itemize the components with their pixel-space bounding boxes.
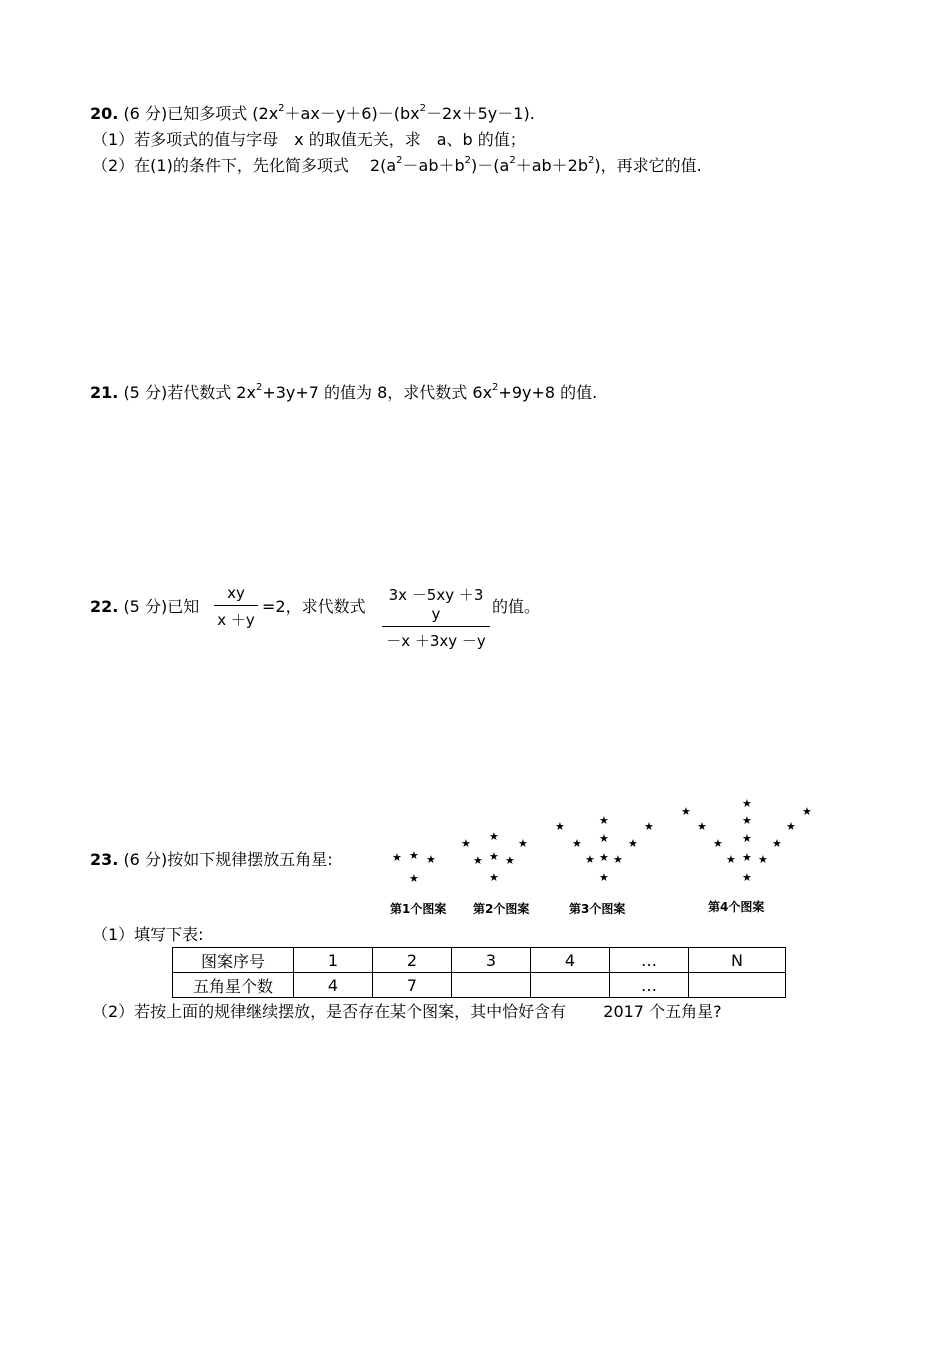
q21-stem — [90, 383, 597, 403]
exponent: 2 — [588, 155, 595, 166]
star-icon: ★ — [697, 820, 707, 833]
exponent: 2 — [464, 155, 472, 166]
star-icon: ★ — [489, 871, 499, 884]
star-icon: ★ — [772, 837, 782, 850]
star-icon: ★ — [555, 820, 565, 833]
star-icon: ★ — [786, 820, 796, 833]
table-cell: 3 — [452, 948, 531, 973]
star-icon: ★ — [742, 871, 752, 884]
table-cell — [689, 973, 786, 998]
star-icon: ★ — [681, 805, 691, 818]
star-icon: ★ — [742, 797, 752, 810]
q21-text-a: (5 分)若代数式 2x — [123, 383, 256, 402]
q20-part2-e: )，再求它的值. — [594, 156, 702, 175]
exponent: 2 — [492, 382, 499, 393]
star-icon: ★ — [758, 853, 768, 866]
q20-part2 — [92, 156, 702, 176]
figure-caption-3: 第3个图案 — [569, 902, 626, 916]
q23-part1: （1）填写下表: — [92, 925, 204, 944]
star-icon: ★ — [489, 830, 499, 843]
fraction-denominator: x ＋y — [217, 611, 255, 629]
table-cell — [531, 973, 610, 998]
exponent: 2 — [396, 155, 403, 166]
figure-caption-1: 第1个图案 — [390, 902, 447, 916]
star-icon: ★ — [409, 849, 419, 862]
table-cell: 1 — [294, 948, 373, 973]
fraction-expression — [382, 584, 490, 651]
fraction-numerator: 3x －5xy ＋3 y — [388, 586, 484, 623]
star-icon: ★ — [461, 837, 471, 850]
table-header-cell: 五角星个数 — [173, 973, 294, 998]
q20-part2-c: )－(a — [471, 156, 510, 175]
star-icon: ★ — [489, 850, 499, 863]
star-icon: ★ — [713, 837, 723, 850]
star-icon: ★ — [409, 872, 419, 885]
q22-number: 22. — [90, 597, 119, 616]
star-icon: ★ — [505, 854, 515, 867]
star-icon: ★ — [572, 837, 582, 850]
star-icon: ★ — [742, 814, 752, 827]
table-row — [173, 948, 786, 973]
star-icon: ★ — [518, 837, 528, 850]
q20-stem-c: －2x＋5y－1). — [425, 104, 535, 123]
table-cell: 4 — [531, 948, 610, 973]
table-cell: 2 — [373, 948, 452, 973]
fraction-numerator: xy — [227, 584, 245, 602]
star-icon: ★ — [392, 851, 402, 864]
fraction-denominator: －x ＋3xy －y — [386, 632, 486, 650]
q22-lead — [90, 597, 199, 617]
star-icon: ★ — [802, 805, 812, 818]
q23-number: 23. — [90, 850, 119, 869]
exponent: 2 — [509, 155, 516, 166]
q22-tail: 的值。 — [492, 597, 541, 616]
star-icon: ★ — [599, 871, 609, 884]
fraction-given — [214, 584, 258, 630]
fraction-bar — [214, 605, 258, 606]
q21-text-c: +9y+8 的值. — [498, 383, 598, 402]
star-icon: ★ — [628, 837, 638, 850]
q20-stem-b: ＋ax－y＋6)－(bx — [284, 104, 420, 123]
q20-part1: （1）若多项式的值与字母 x 的取值无关，求 a、b 的值； — [92, 130, 526, 149]
star-icon: ★ — [585, 853, 595, 866]
table-cell: … — [610, 948, 689, 973]
q23-stem — [90, 850, 333, 870]
star-icon: ★ — [426, 853, 436, 866]
table-header-cell: 图案序号 — [173, 948, 294, 973]
star-icon: ★ — [644, 820, 654, 833]
q23-part2: （2）若按上面的规律继续摆放，是否存在某个图案，其中恰好含有 2017 个五角星? — [92, 1002, 722, 1021]
star-count-table — [172, 947, 786, 998]
q20-number: 20. — [90, 104, 119, 123]
table-row — [173, 973, 786, 998]
q20-part2-b: －ab＋b — [402, 156, 465, 175]
figure-caption-4: 第4个图案 — [708, 900, 765, 914]
table-cell: 4 — [294, 973, 373, 998]
star-icon: ★ — [726, 853, 736, 866]
q21-text-b: +3y+7 的值为 8，求代数式 6x — [262, 383, 493, 402]
star-icon: ★ — [473, 854, 483, 867]
star-icon: ★ — [599, 832, 609, 845]
star-icon: ★ — [742, 832, 752, 845]
star-icon: ★ — [613, 853, 623, 866]
q20-part2-a: （2）在(1)的条件下，先化简多项式 2(a — [92, 156, 397, 175]
exponent: 2 — [278, 103, 285, 114]
exponent: 2 — [419, 103, 426, 114]
star-icon: ★ — [599, 814, 609, 827]
q20-stem-a: (6 分)已知多项式 (2x — [123, 104, 279, 123]
q21-number: 21. — [90, 383, 119, 402]
q22-lead-text: (5 分)已知 — [123, 597, 200, 616]
q23-stem-text: (6 分)按如下规律摆放五角星: — [123, 850, 333, 869]
table-cell: N — [689, 948, 786, 973]
star-icon: ★ — [599, 851, 609, 864]
table-cell — [452, 973, 531, 998]
fraction-bar — [382, 626, 490, 627]
q20-part2-d: ＋ab＋2b — [515, 156, 589, 175]
q20-stem — [90, 104, 535, 124]
table-cell: … — [610, 973, 689, 998]
q22-condition: =2，求代数式 — [262, 597, 366, 616]
table-cell: 7 — [373, 973, 452, 998]
figure-caption-2: 第2个图案 — [473, 902, 530, 916]
star-icon: ★ — [742, 851, 752, 864]
exponent: 2 — [255, 382, 263, 393]
